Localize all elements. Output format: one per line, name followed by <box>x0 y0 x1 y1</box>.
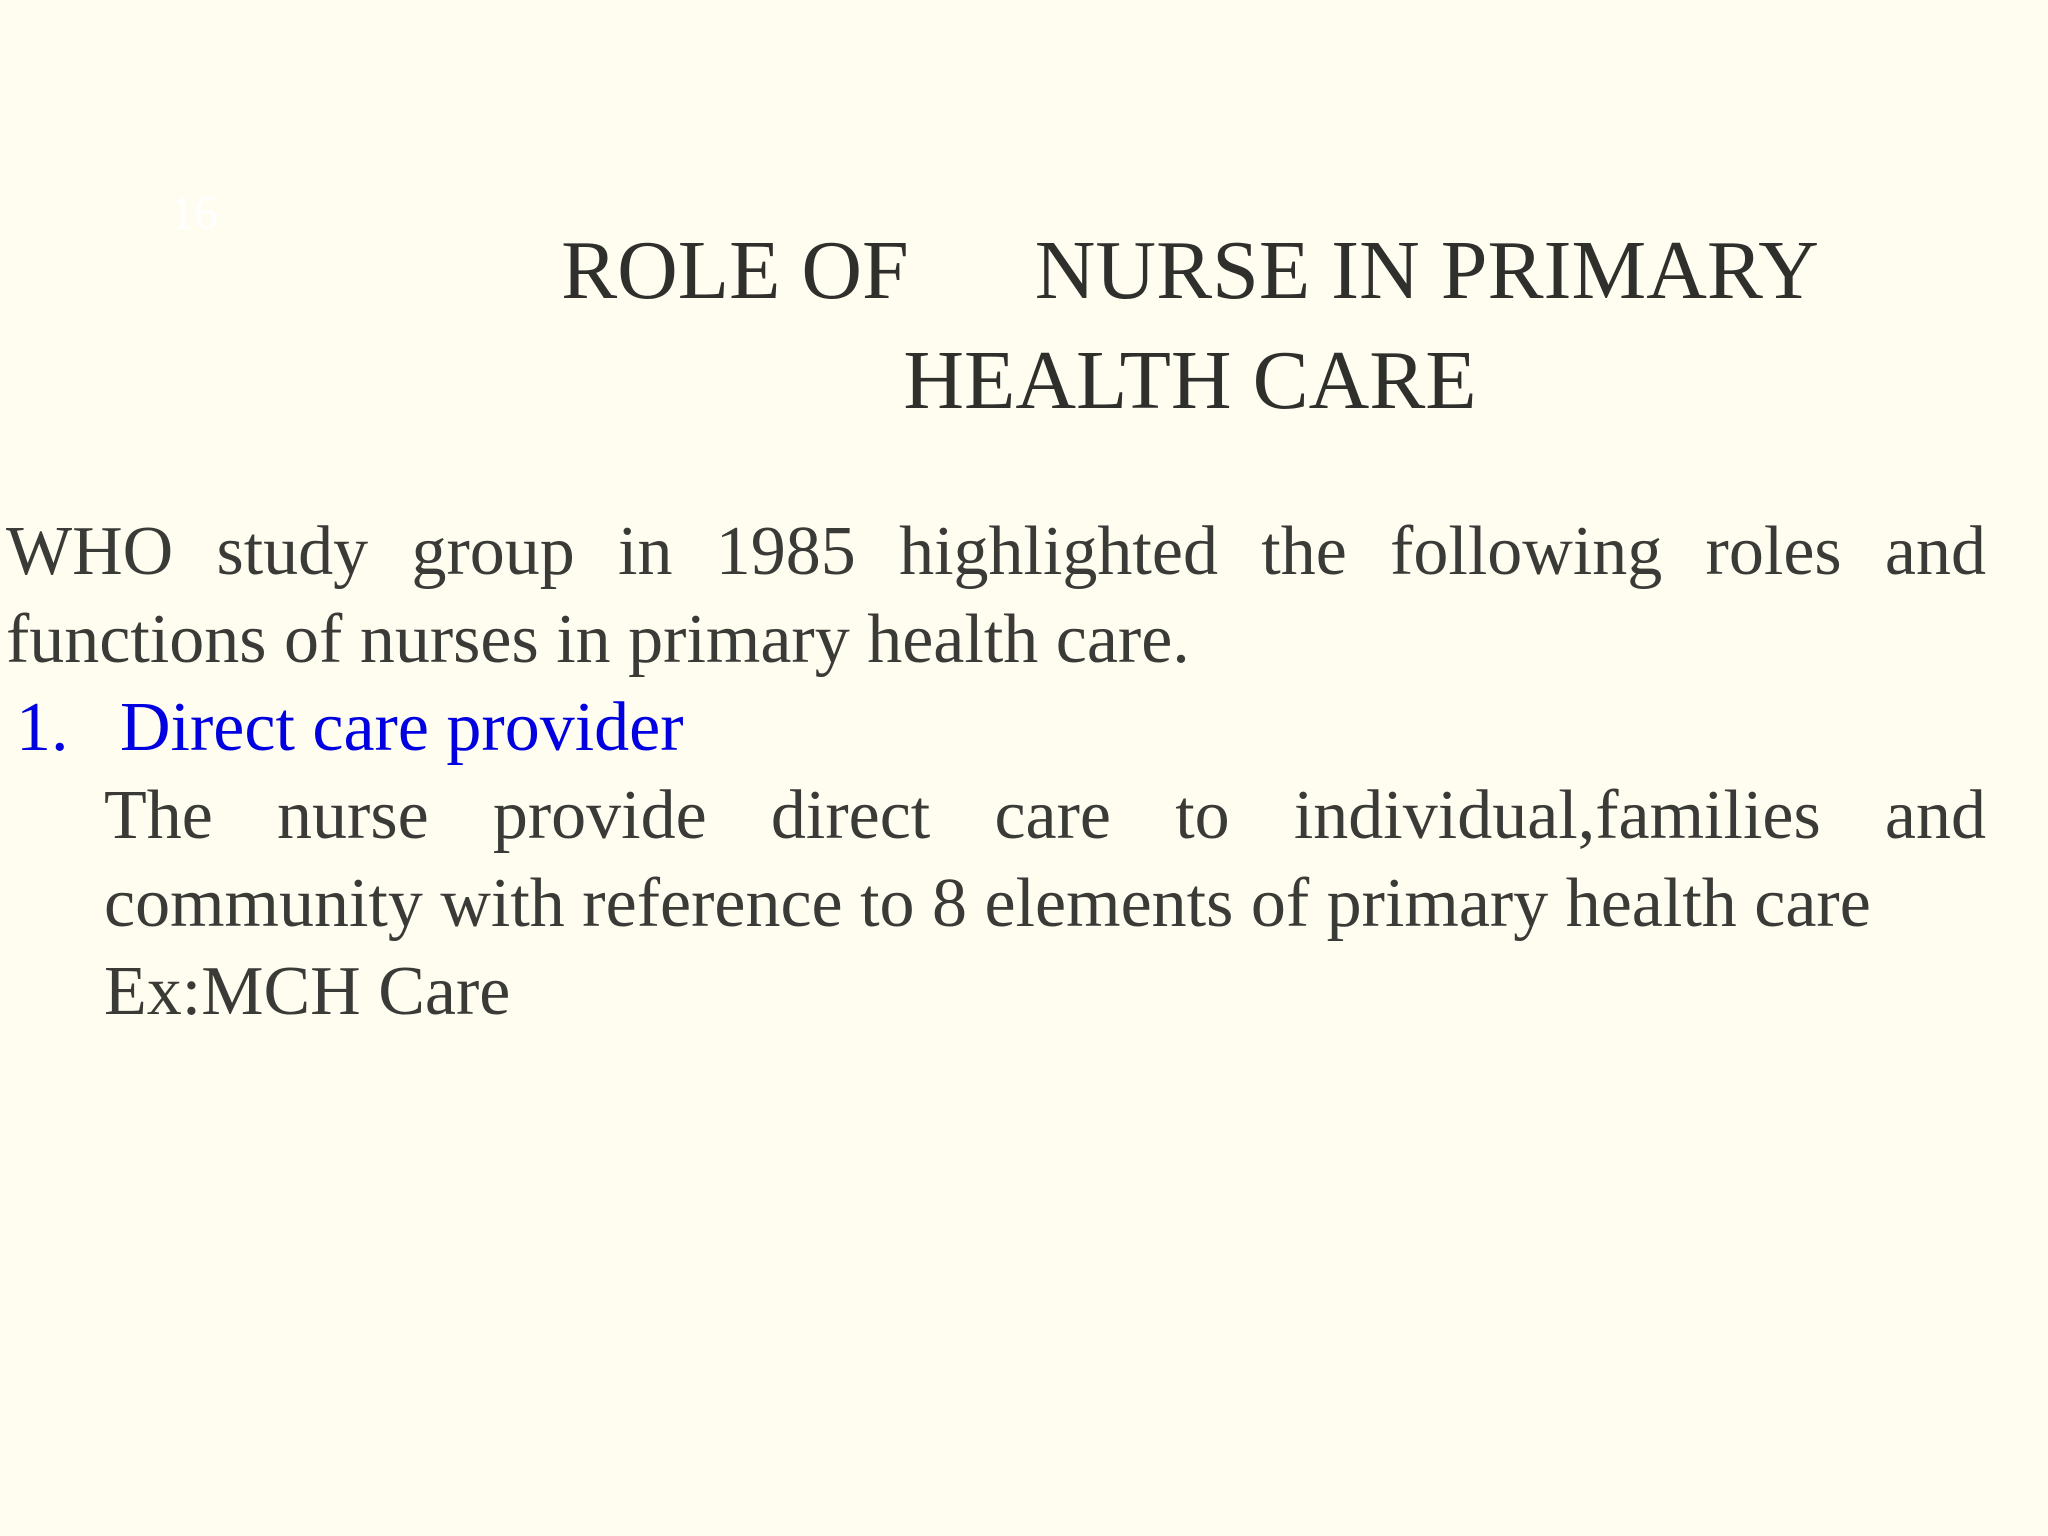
list-item-example: Ex:MCH Care <box>104 953 511 1030</box>
slide-title <box>420 216 1960 436</box>
title-line-2: HEALTH CARE <box>903 334 1477 428</box>
list-item-description: The nurse provide direct care to individual,families and community with reference to 8 elements of primary health care <box>104 777 1986 942</box>
list-item-number: 1. <box>16 689 69 766</box>
list-item <box>6 684 1986 1036</box>
list-item-heading: Direct care provider <box>120 689 684 766</box>
roles-list <box>6 684 1986 1036</box>
title-line-1: ROLE OF NURSE IN PRIMARY <box>561 224 1819 318</box>
intro-paragraph: WHO study group in 1985 highlighted the following roles and functions of nurses in primary health care. <box>6 513 1986 678</box>
slide-number: 16 <box>170 187 218 240</box>
slide-body <box>6 508 1986 1036</box>
